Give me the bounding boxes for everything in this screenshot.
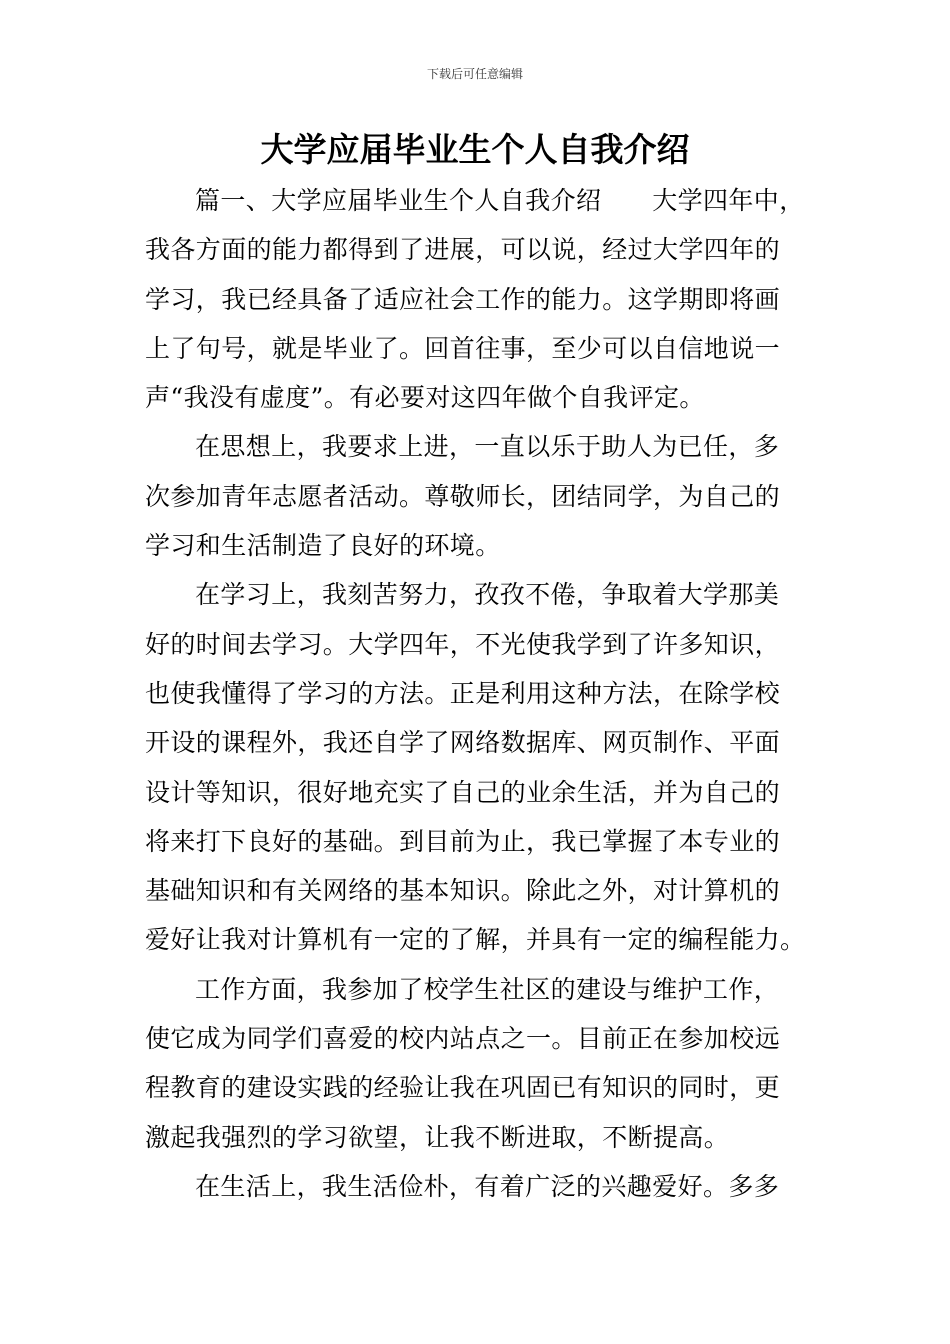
text-line: 使它成为同学们喜爱的校内站点之一。目前正在参加校远 <box>145 1024 781 1054</box>
text-line: 工作方面，我参加了校学生社区的建设与维护工作， <box>195 974 780 1004</box>
text-line: 声“我没有虚度”。有必要对这四年做个自我评定。 <box>145 383 705 413</box>
text-line: 在学习上，我刻苦努力，孜孜不倦，争取着大学那美 <box>195 580 780 610</box>
text-line: 篇一、大学应届毕业生个人自我介绍 大学四年中， <box>195 186 805 215</box>
text-line: 也使我懂得了学习的方法。正是利用这种方法，在除学校 <box>145 678 781 708</box>
paragraph-3 <box>145 570 815 964</box>
text-line: 爱好让我对计算机有一定的了解，并具有一定的编程能力。 <box>145 925 806 955</box>
paragraph-2 <box>145 422 815 570</box>
text-line: 学习，我已经具备了适应社会工作的能力。这学期即将画 <box>145 284 781 314</box>
text-line: 我各方面的能力都得到了进展，可以说，经过大学四年的 <box>145 235 781 265</box>
text-line: 开设的课程外，我还自学了网络数据库、网页制作、平面 <box>145 728 781 758</box>
text-line: 基础知识和有关网络的基本知识。除此之外，对计算机的 <box>145 876 781 906</box>
header-note: 下载后可任意编辑 <box>426 67 523 81</box>
text-line: 在生活上，我生活俭朴，有着广泛的兴趣爱好。多多 <box>195 1171 780 1201</box>
text-line: 将来打下良好的基础。到目前为止，我已掌握了本专业的 <box>145 826 781 856</box>
paragraph-4 <box>145 965 815 1162</box>
text-line: 学习和生活制造了良好的环境。 <box>145 531 501 561</box>
text-line: 好的时间去学习。大学四年，不光使我学到了许多知识， <box>145 629 781 659</box>
document-body <box>145 176 815 1211</box>
text-line: 设计等知识，很好地充实了自己的业余生活，并为自己的 <box>145 777 781 807</box>
text-line: 次参加青年志愿者活动。尊敬师长，团结同学，为自己的 <box>145 481 781 511</box>
paragraph-5 <box>145 1162 815 1211</box>
paragraph-1 <box>145 176 815 422</box>
text-line: 在思想上，我要求上进，一直以乐于助人为已任，多 <box>195 432 780 462</box>
text-line: 程教育的建设实践的经验让我在巩固已有知识的同时，更 <box>145 1073 781 1103</box>
text-line: 上了句号，就是毕业了。回首往事，至少可以自信地说一 <box>145 333 781 363</box>
text-line: 激起我强烈的学习欲望，让我不断进取，不断提高。 <box>145 1122 730 1152</box>
document-title: 大学应届毕业生个人自我介绍 <box>260 130 690 169</box>
